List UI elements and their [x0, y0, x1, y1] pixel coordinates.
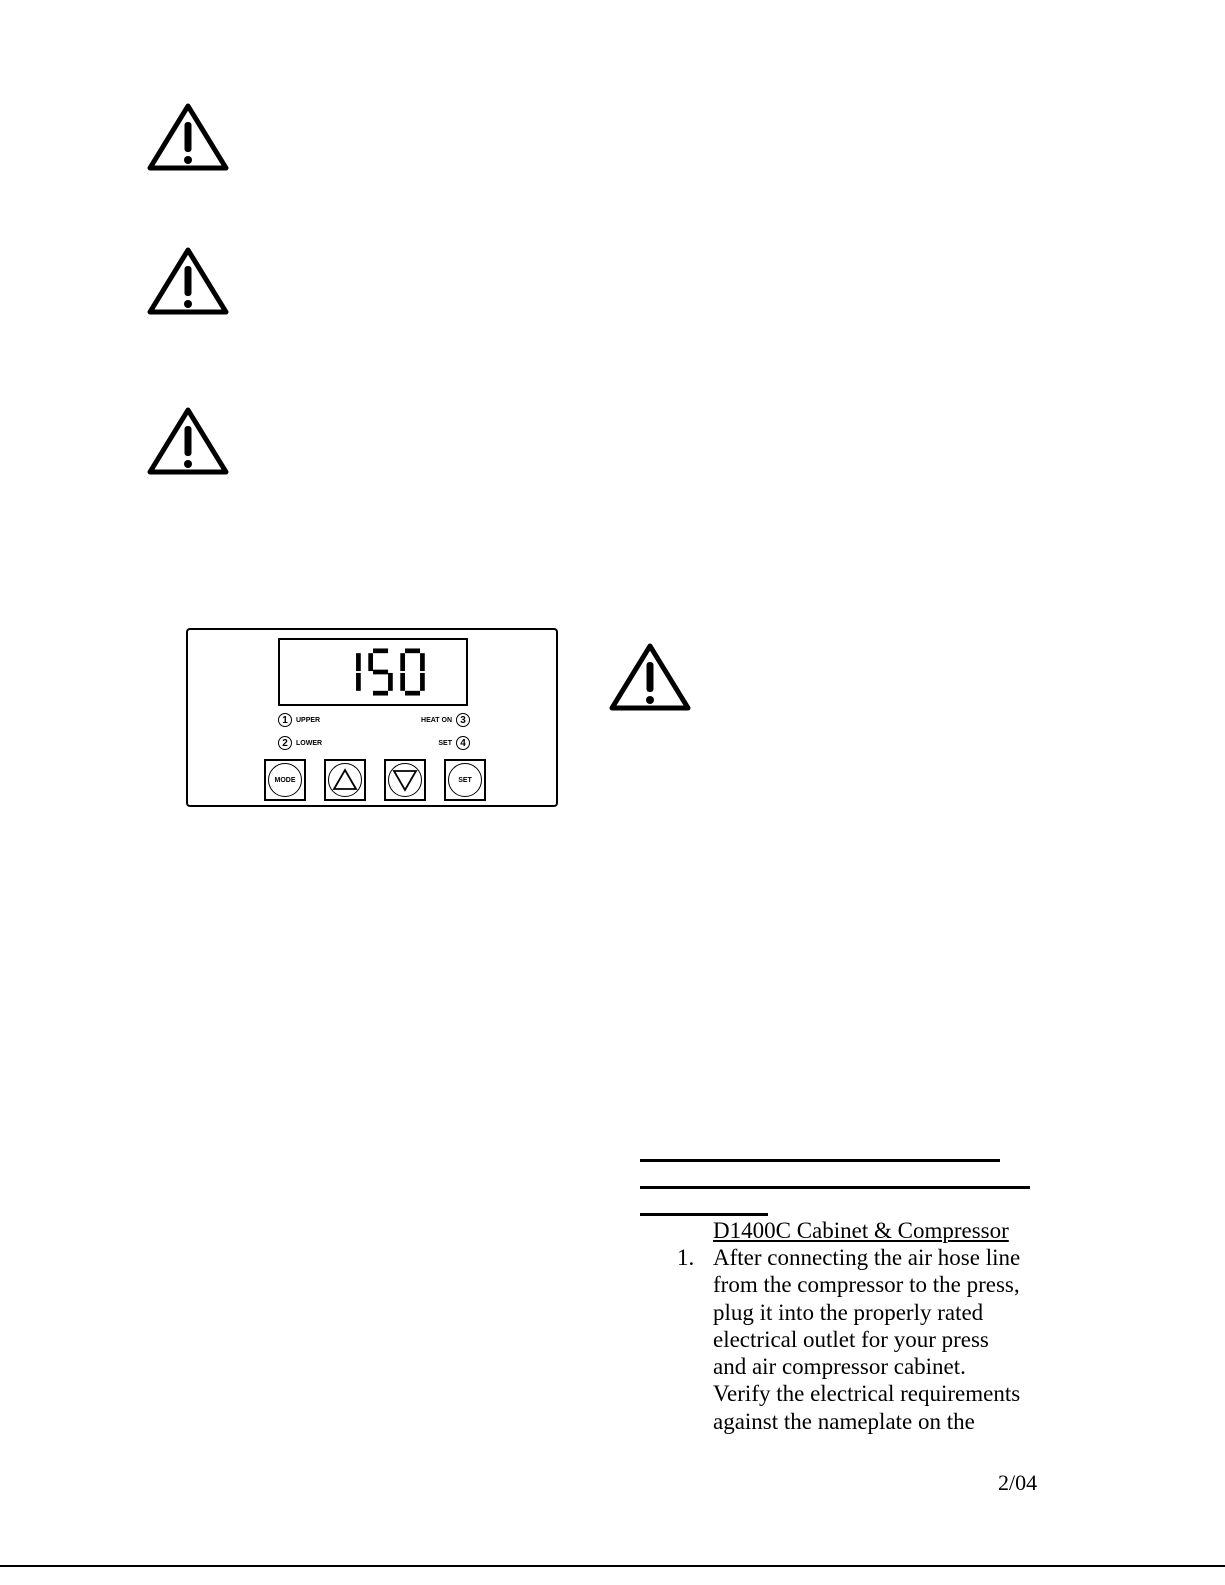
list-item-line: and air compressor cabinet.: [713, 1354, 966, 1380]
rule-2: [640, 1186, 1030, 1189]
list-item-line: After connecting the air hose line: [713, 1245, 1021, 1270]
digit-segment: [356, 653, 361, 671]
mode-button-label: MODE: [268, 763, 302, 797]
indicator-upper: [278, 713, 320, 727]
indicator-heat-on: [421, 713, 470, 727]
up-button-ring: [328, 763, 362, 797]
digit-segment: [420, 653, 425, 671]
indicator-upper-label: UPPER: [296, 716, 321, 724]
indicator-2-badge: 2: [278, 736, 292, 750]
temperature-controller-panel: [186, 628, 558, 807]
digit-segment: [388, 673, 393, 691]
list-item-line: plug it into the properly rated: [713, 1299, 984, 1325]
digit-segment: [400, 653, 405, 671]
indicator-set-label: SET: [438, 739, 452, 747]
rule-1: [640, 1159, 1000, 1162]
display-readout: [280, 640, 466, 704]
digit-segment: [405, 691, 420, 696]
up-button[interactable]: [324, 759, 366, 801]
set-button[interactable]: [444, 759, 486, 801]
down-button-ring: [388, 763, 422, 797]
indicator-set: [438, 736, 470, 750]
indicator-lower-label: LOWER: [296, 739, 323, 747]
set-button-label: SET: [448, 763, 482, 797]
digit-segment: [373, 648, 388, 653]
digit-segment: [373, 691, 388, 696]
digit-segment: [420, 673, 425, 691]
warning-triangle-icon: [146, 406, 230, 476]
page-number: 2/04: [998, 1470, 1038, 1495]
digit-segment: [405, 648, 420, 653]
down-button[interactable]: [384, 759, 426, 801]
bottom-border-line: [0, 1565, 1225, 1567]
triangle-down-icon: [390, 765, 420, 795]
warning-triangle-icon: [146, 102, 230, 172]
indicator-heat-on-label: HEAT ON: [421, 716, 452, 724]
warning-triangle-icon: [608, 642, 692, 712]
list-item-text: [713, 1244, 1053, 1435]
warning-triangle-icon: [146, 246, 230, 316]
rule-3: [640, 1213, 768, 1216]
list-item-line: electrical outlet for your press: [713, 1326, 989, 1352]
lcd-display: [278, 638, 468, 706]
digit-segment: [356, 673, 361, 691]
list-item-number: 1.: [677, 1245, 695, 1270]
indicator-3-badge: 3: [456, 713, 470, 727]
section-heading: D1400C Cabinet & Compressor: [713, 1218, 1009, 1243]
list-item-line: Verify the electrical requirements: [713, 1381, 1021, 1407]
list-item-line: against the nameplate on the: [713, 1408, 975, 1434]
list-item-line: from the compressor to the press,: [713, 1272, 1020, 1298]
indicator-4-badge: 4: [456, 736, 470, 750]
indicator-lower: [278, 736, 322, 750]
digit-segment: [368, 653, 373, 671]
display-digits: [356, 648, 425, 695]
mode-button[interactable]: [264, 759, 306, 801]
triangle-up-icon: [330, 765, 360, 795]
digit-segment: [400, 673, 405, 691]
indicator-1-badge: 1: [278, 713, 292, 727]
digit-segment: [373, 670, 388, 675]
